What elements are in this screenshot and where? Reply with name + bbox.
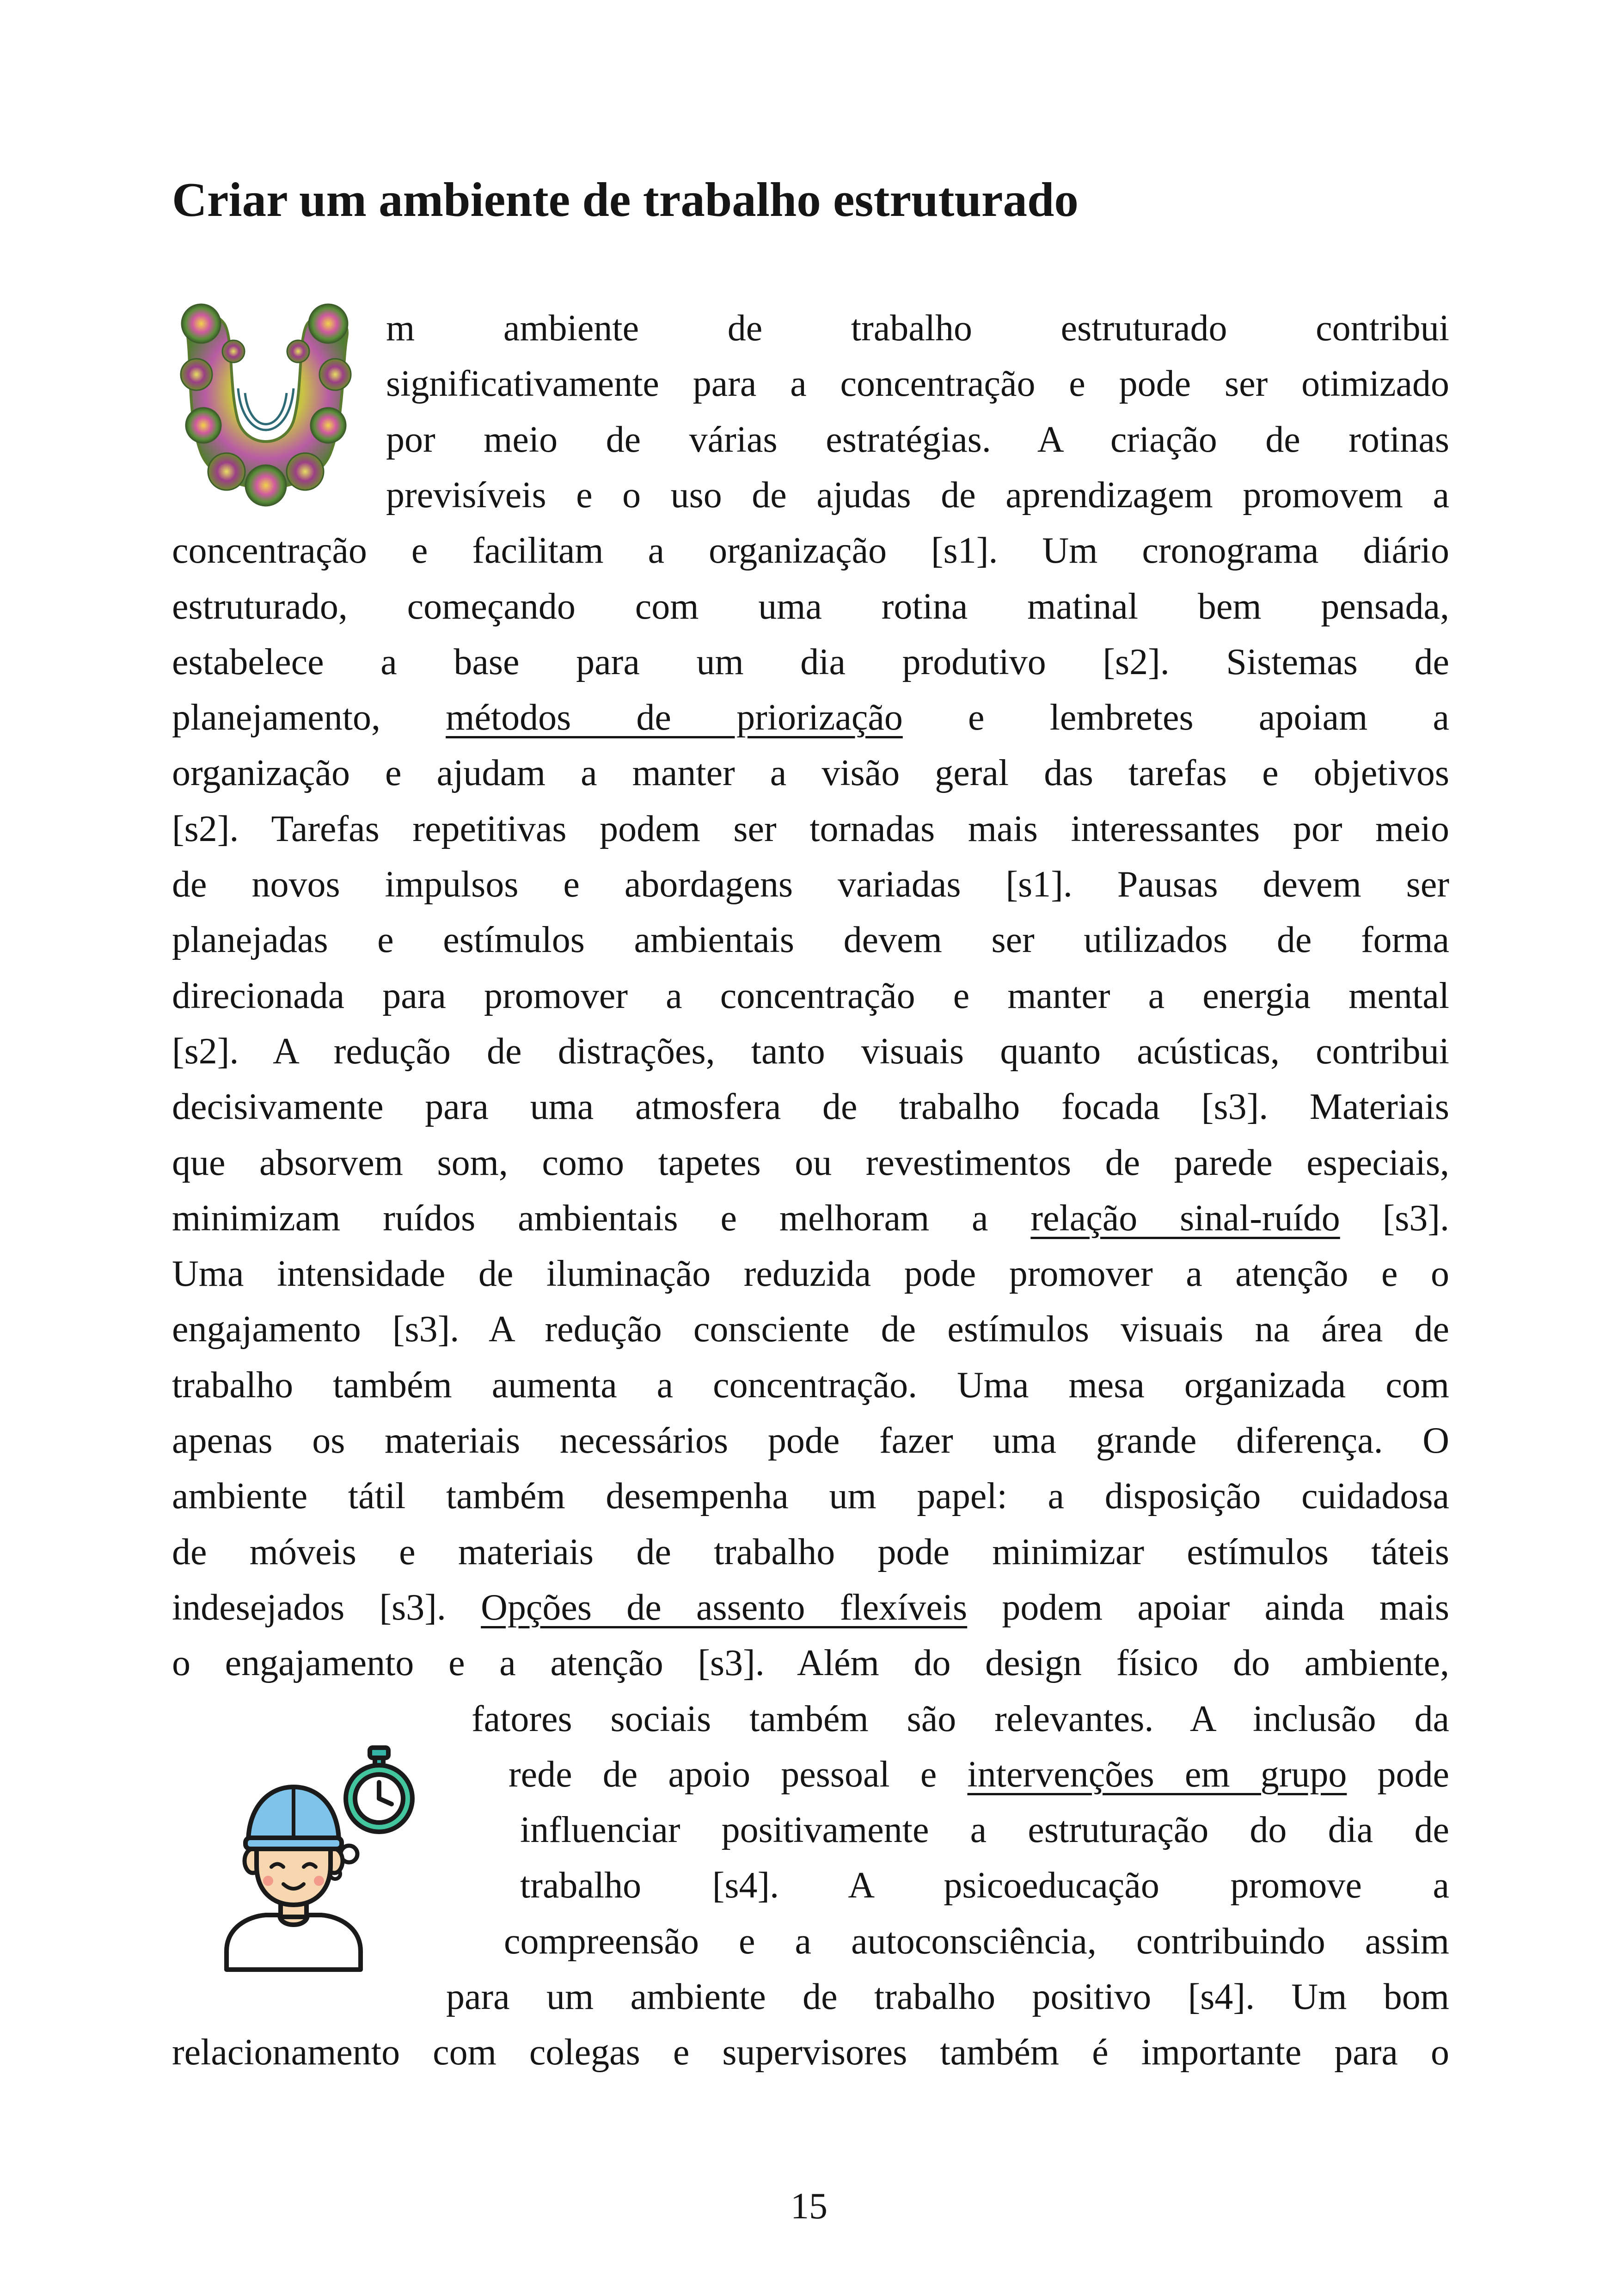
text-segment: para um ambiente de trabalho positivo [s4]. Um bom <box>446 1977 1449 2017</box>
page-title: Criar um ambiente de trabalho estruturado <box>172 172 1079 227</box>
text-segment: compreensão e a autoconsciência, contribuindo assim <box>504 1921 1449 1962</box>
text-segment: previsíveis e o uso de ajudas de aprendizagem promovem a <box>386 474 1449 516</box>
text-segment: trabalho [s4]. A psicoeducação promove a <box>520 1865 1449 1906</box>
text-segment: decisivamente para uma atmosfera de trabalho focada [s3]. Materiais <box>172 1087 1449 1128</box>
text-segment: [s2]. Tarefas repetitivas podem ser tornadas mais interessantes por meio <box>172 808 1449 849</box>
text-segment: trabalho também aumenta a concentração. Uma mesa organizada com <box>172 1364 1449 1406</box>
text-segment: fatores sociais também são relevantes. A inclusão da <box>472 1698 1449 1739</box>
text-line <box>172 579 1449 634</box>
text-line <box>172 1413 1449 1468</box>
underlined-term: relação sinal-ruído <box>1030 1197 1340 1239</box>
text-segment: podem apoiar ainda mais <box>967 1587 1450 1628</box>
text-line <box>172 1357 1449 1413</box>
text-line <box>172 2025 1449 2080</box>
text-segment: engajamento [s3]. A redução consciente de estímulos visuais na área de <box>172 1309 1449 1350</box>
text-segment: ambiente tátil também desempenha um papel: a disposição cuidadosa <box>172 1476 1449 1517</box>
text-line <box>472 1691 1449 1747</box>
text-segment: planejamento, <box>172 697 446 738</box>
text-line <box>172 690 1449 745</box>
text-segment: [s2]. A redução de distrações, tanto visuais quanto acústicas, contribui <box>172 1031 1449 1072</box>
text-segment: pode <box>1347 1754 1449 1795</box>
text-line <box>172 1635 1449 1691</box>
text-line <box>172 968 1449 1024</box>
text-line <box>386 356 1449 411</box>
text-line <box>504 1914 1449 1969</box>
text-line <box>509 1747 1449 1802</box>
text-segment: [s3]. <box>1340 1197 1449 1239</box>
text-segment: planejadas e estímulos ambientais devem ser utilizados de forma <box>172 920 1449 961</box>
text-line <box>386 301 1449 356</box>
text-segment: de móveis e materiais de trabalho pode minimizar estímulos táteis <box>172 1531 1449 1572</box>
text-line <box>172 1191 1449 1246</box>
text-segment: minimizam ruídos ambientais e melhoram a <box>172 1197 1031 1239</box>
text-line <box>172 1468 1449 1524</box>
text-line <box>172 801 1449 857</box>
page-number: 15 <box>791 2186 827 2227</box>
text-line <box>446 1969 1449 2025</box>
text-segment: que absorvem som, como tapetes ou revestimentos de parede especiais, <box>172 1142 1449 1183</box>
text-segment: de novos impulsos e abordagens variadas [s1]. Pausas devem ser <box>172 864 1449 905</box>
underlined-term: Opções de assento flexíveis <box>481 1587 968 1628</box>
ornamental-dropcap-u <box>169 296 363 518</box>
text-segment: m ambiente de trabalho estruturado contribui <box>386 308 1449 349</box>
text-segment: apenas os materiais necessários pode fazer uma grande diferença. O <box>172 1420 1449 1461</box>
text-line <box>172 1024 1449 1079</box>
text-segment: direcionada para promover a concentração e manter a energia mental <box>172 975 1449 1016</box>
text-line <box>172 523 1449 578</box>
text-segment: relacionamento com colegas e supervisores também é importante para o <box>172 2032 1449 2073</box>
text-line <box>520 1802 1449 1858</box>
text-segment: e lembretes apoiam a <box>902 697 1450 738</box>
text-segment: significativamente para a concentração e pode ser otimizado <box>386 363 1449 405</box>
text-line <box>520 1858 1449 1913</box>
text-line <box>386 467 1449 523</box>
text-line <box>172 634 1449 690</box>
text-line <box>172 1246 1449 1301</box>
text-line <box>172 745 1449 801</box>
text-segment: o engajamento e a atenção [s3]. Além do design físico do ambiente, <box>172 1643 1449 1684</box>
text-segment: Uma intensidade de iluminação reduzida pode promover a atenção e o <box>172 1253 1449 1295</box>
text-line <box>172 1524 1449 1580</box>
text-segment: influenciar positivamente a estruturação do dia de <box>520 1810 1449 1851</box>
text-line <box>172 1079 1449 1135</box>
text-line <box>172 1580 1449 1635</box>
worker-with-stopwatch-icon <box>210 1743 428 1974</box>
underlined-term: intervenções em grupo <box>967 1754 1347 1795</box>
text-line <box>172 857 1449 912</box>
text-segment: rede de apoio pessoal e <box>509 1754 968 1795</box>
text-segment: estabelece a base para um dia produtivo [s2]. Sistemas de <box>172 641 1449 682</box>
text-line <box>172 912 1449 968</box>
text-segment: estruturado, começando com uma rotina matinal bem pensada, <box>172 586 1449 627</box>
text-segment: concentração e facilitam a organização [s1]. Um cronograma diário <box>172 530 1449 571</box>
text-segment: por meio de várias estratégias. A criação de rotinas <box>386 419 1449 460</box>
text-line <box>386 412 1449 467</box>
text-segment: indesejados [s3]. <box>172 1587 481 1628</box>
text-segment: organização e ajudam a manter a visão geral das tarefas e objetivos <box>172 753 1449 794</box>
text-line <box>172 1301 1449 1357</box>
text-line <box>172 1135 1449 1191</box>
underlined-term: métodos de priorização <box>446 697 903 738</box>
